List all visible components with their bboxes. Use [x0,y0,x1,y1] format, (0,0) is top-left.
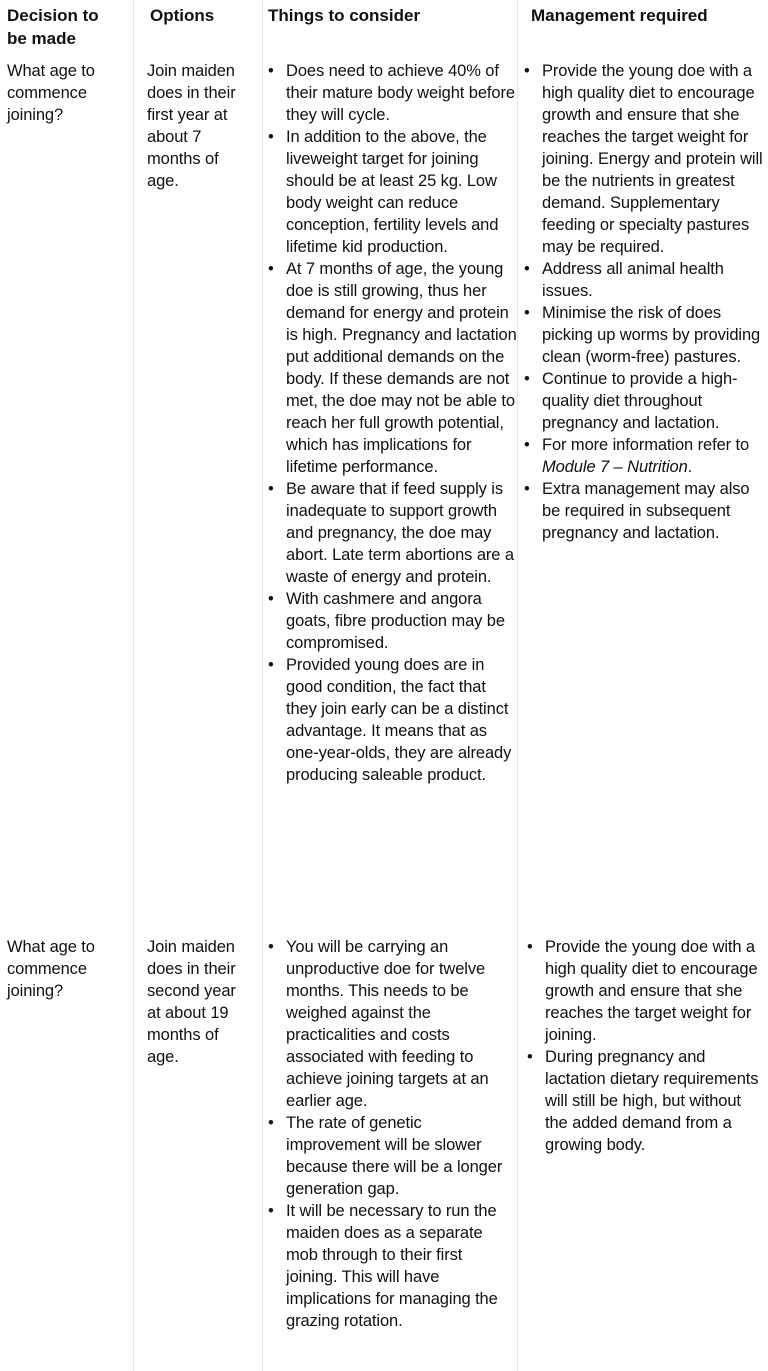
header-decision: Decision to be made [7,6,99,48]
header-options: Options [150,6,215,25]
list-item: • Does need to achieve 40% of their mature body weight before they will cycle. [266,60,518,126]
things-to-consider-cell [266,936,518,1332]
list-item: • Address all animal health issues. [522,258,766,302]
options-cell: Join maiden does in their second year at about 19 months of age. [147,938,236,1066]
module-reference: Module 7 – Nutrition [542,458,688,476]
list-item: • The rate of genetic improvement will be slower because there will be a longer generation gap. [266,1112,518,1200]
header-management-required: Management required [531,6,708,25]
list-item: • Extra management may also be required in subsequent pregnancy and lactation. [522,478,766,544]
consider-list [266,60,518,786]
list-item: • Continue to provide a high-quality diet throughout pregnancy and lactation. [522,368,766,434]
reference-suffix: . [687,458,693,476]
management-list [522,60,766,544]
list-item: • In addition to the above, the liveweight target for joining should be at least 25 kg. Low body weight can reduce conception, fertility levels and lifetime kid production. [266,126,518,258]
list-item: • Minimise the risk of does picking up worms by providing clean (worm-free) pastures. [522,302,766,368]
decision-cell: What age to commence joining? [7,938,95,1000]
management-list [525,936,765,1156]
list-item [522,434,766,478]
reference-prefix: For more information refer to [542,436,750,454]
table-row [0,60,768,920]
list-item: • Provided young does are in good condition, the fact that they join early can be a distinct advantage. It means that as one-year-olds, they are already producing saleable product. [266,654,518,786]
things-to-consider-cell [266,60,518,786]
list-item: • It will be necessary to run the maiden does as a separate mob through to their first joining. This will have implications for managing the grazing rotation. [266,1200,518,1332]
decision-cell: What age to commence joining? [7,62,95,124]
list-item: • Be aware that if feed supply is inadequate to support growth and pregnancy, the doe may abort. Late term abortions are a waste of energy and protein. [266,478,518,588]
table-header [0,0,768,58]
table-row [0,936,768,1366]
consider-list [266,936,518,1332]
header-things-to-consider: Things to consider [268,6,421,25]
list-item: • During pregnancy and lactation dietary requirements will still be high, but without the added demand from a growing body. [525,1046,765,1156]
management-required-cell [522,60,766,544]
list-item: • At 7 months of age, the young doe is still growing, thus her demand for energy and protein is high. Pregnancy and lactation put additional demands on the body. If these demands are not met, the doe may not be able to reach her full growth potential, which has implications for lifetime performance. [266,258,518,478]
list-item: • You will be carrying an unproductive doe for twelve months. This needs to be weighed against the practicalities and costs associated with feeding to achieve joining targets at an earlier age. [266,936,518,1112]
list-item: • Provide the young doe with a high quality diet to encourage growth and ensure that she reaches the target weight for joining. Energy and protein will be the nutrients in greatest demand. Supplementary feeding or specialty pastures may be required. [522,60,766,258]
list-item: • Provide the young doe with a high quality diet to encourage growth and ensure that she reaches the target weight for joining. [525,936,765,1046]
management-required-cell [525,936,765,1156]
list-item: • With cashmere and angora goats, fibre production may be compromised. [266,588,518,654]
options-cell: Join maiden does in their first year at about 7 months of age. [147,62,236,190]
